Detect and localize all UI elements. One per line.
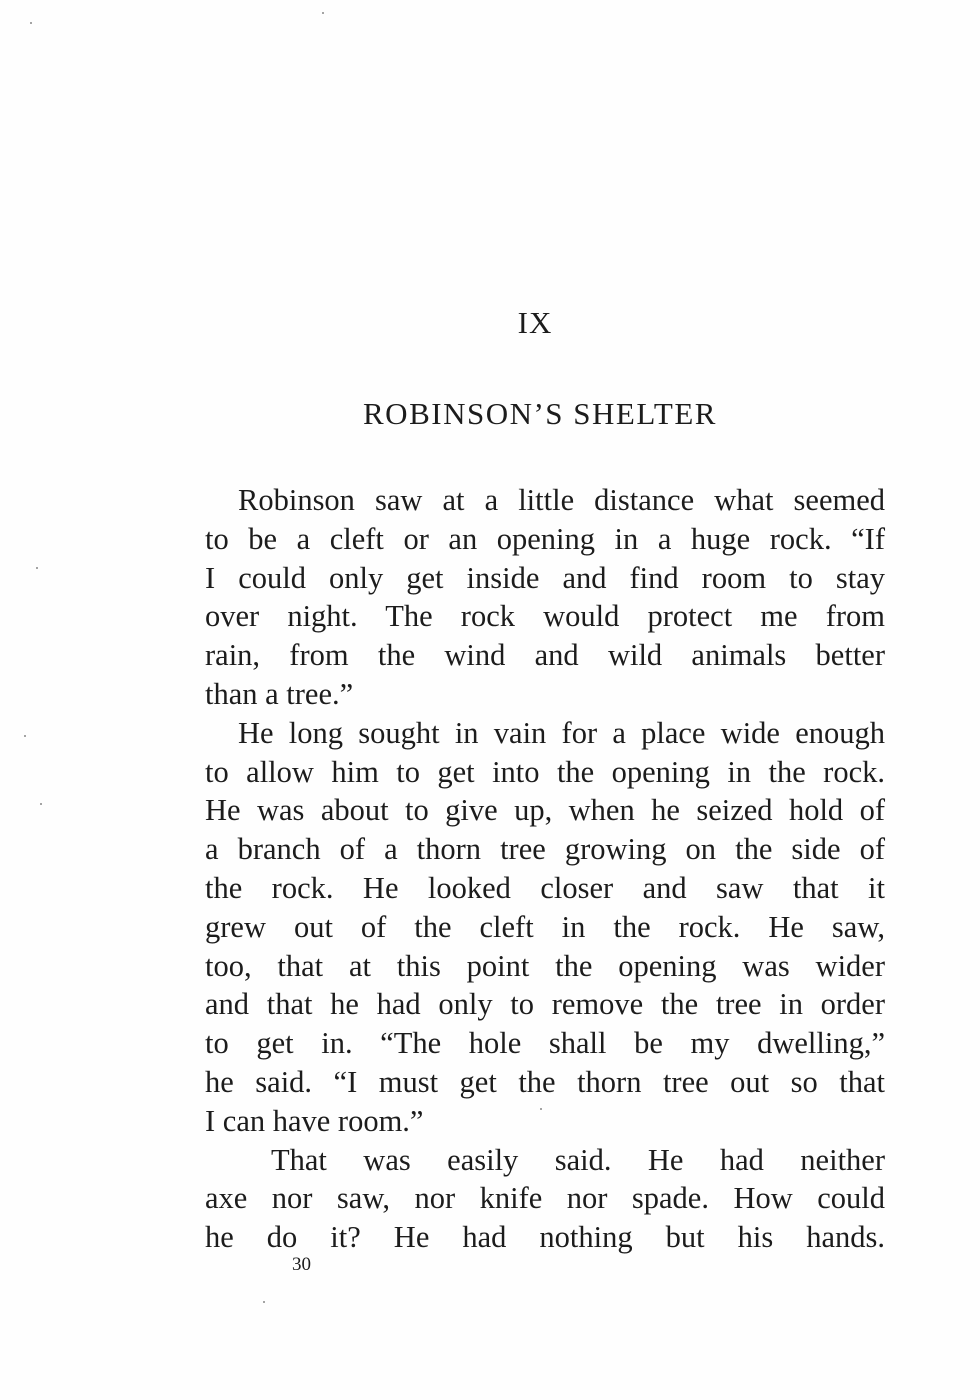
text-line: a branch of a thorn tree growing on the side of xyxy=(205,832,885,867)
text-line: to be a cleft or an opening in a huge rock. “If xyxy=(205,521,885,556)
scan-speck xyxy=(24,735,26,737)
text-line: rain, from the wind and wild animals better xyxy=(205,638,885,673)
text-line: than a tree.” xyxy=(205,676,354,711)
text-line: I can have room.” xyxy=(205,1103,424,1138)
text-line: Robinson saw at a little distance what seemed xyxy=(238,483,885,517)
body-text xyxy=(205,481,885,1257)
scan-speck xyxy=(263,1301,265,1303)
scan-speck xyxy=(540,1108,542,1110)
text-line: grew out of the cleft in the rock. He saw, xyxy=(205,909,885,944)
text-line: That was easily said. He had neither xyxy=(271,1142,885,1177)
text-line: He was about to give up, when he seized hold of xyxy=(205,793,885,828)
text-line: to allow him to get into the opening in the rock. xyxy=(205,754,885,789)
scan-speck xyxy=(322,12,324,14)
text-line: axe nor saw, nor knife nor spade. How could xyxy=(205,1181,885,1216)
text-line: too, that at this point the opening was wider xyxy=(205,948,885,983)
text-line: he said. “I must get the thorn tree out so that xyxy=(205,1064,885,1099)
text-line: I could only get inside and find room to stay xyxy=(205,560,885,595)
scan-speck xyxy=(40,803,42,805)
text-line: to get in. “The hole shall be my dwelling,” xyxy=(205,1026,885,1061)
text-line: He long sought in vain for a place wide enough xyxy=(238,715,885,750)
chapter-number: IX xyxy=(517,305,553,340)
chapter-title: ROBINSON’S SHELTER xyxy=(363,396,717,431)
text-line: he do it? He had nothing but his hands. xyxy=(205,1220,885,1255)
text-line: the rock. He looked closer and saw that it xyxy=(205,870,885,905)
text-line: and that he had only to remove the tree in order xyxy=(205,987,885,1022)
page-number: 30 xyxy=(292,1254,311,1275)
scan-speck xyxy=(36,567,38,569)
text-line: over night. The rock would protect me from xyxy=(205,599,885,634)
scan-speck xyxy=(30,22,32,24)
